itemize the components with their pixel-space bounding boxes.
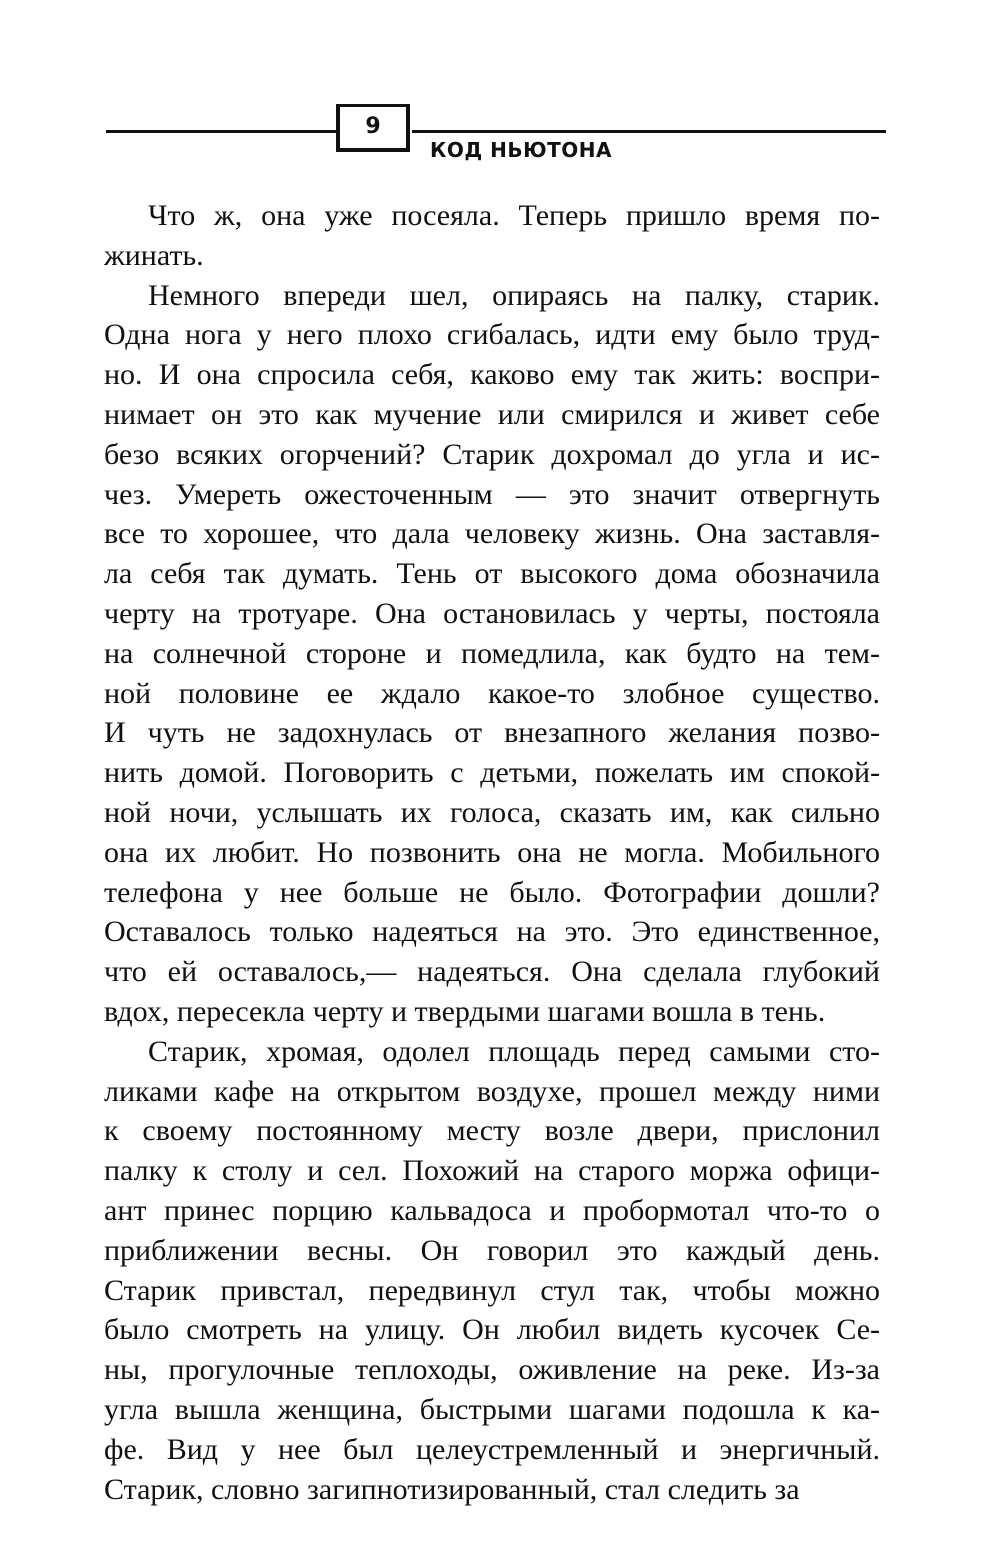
text-line: вдох, пересекла черту и твердыми шагами вошла в тень. [104,994,826,1028]
page-number: 9 [336,104,410,152]
text-line: Старик, словно загипнотизированный, стал следить за [104,1472,800,1506]
text-line: ной ночи, услышать их голоса, сказать им, как сильно [104,795,880,829]
paragraph [104,1032,880,1510]
text-line: черту на тротуаре. Она остановилась у черты, постояла [104,596,880,630]
text-line: Оставалось только надеяться на это. Это единственное, [104,915,880,949]
text-line: нимает он это как мучение или смирился и живет себе [104,397,880,431]
text-line: что ей оставалось,— надеяться. Она сделала глубокий [104,955,880,989]
body-text [104,196,880,1509]
text-line: угла вышла женщина, быстрыми шагами подошла к ка- [104,1392,880,1426]
running-header [106,100,886,170]
text-line: безо всяких огорчений? Старик дохромал до угла и ис- [104,437,880,471]
text-line: ной половине ее ждало какое-то злобное существо. [104,676,880,710]
text-line: она их любит. Но позвонить она не могла. Мобильного [104,835,880,869]
text-line: Одна нога у него плохо сгибалась, идти ему было труд- [104,318,880,352]
text-line: нить домой. Поговорить с детьми, пожелать им спокой- [104,756,880,790]
text-line: Что ж, она уже посеяла. Теперь пришло время по- [148,199,880,232]
header-rule-right [412,130,886,133]
paragraph [104,276,880,1032]
text-line: жинать. [104,238,204,272]
header-rule-left [106,130,338,133]
text-line: Старик, хромая, одолел площадь перед самыми сто- [148,1034,880,1068]
text-line: ла себя так думать. Тень от высокого дома обозначила [104,557,880,591]
text-line: на солнечной стороне и помедлила, как будто на тем- [104,636,880,670]
text-line: Немного впереди шел, опираясь на палку, старик. [148,278,880,312]
text-line: чез. Умереть ожесточенным — это значит отвергнуть [104,477,880,511]
text-line: И чуть не задохнулась от внезапного желания позво- [104,716,880,750]
text-line: но. И она спросила себя, каково ему так жить: воспри- [104,358,880,392]
text-line: фе. Вид у нее был целеустремленный и энергичный. [104,1432,880,1466]
text-line: Старик привстал, передвинул стул так, чтобы можно [104,1273,880,1307]
text-line: все то хорошее, что дала человеку жизнь. Она заставля- [104,517,880,551]
text-line: ны, прогулочные теплоходы, оживление на реке. Из-за [104,1353,880,1387]
running-title: КОД НЬЮТОНА [430,138,612,162]
paragraph [104,196,880,276]
text-line: приближении весны. Он говорил это каждый день. [104,1233,880,1267]
text-line: ликами кафе на открытом воздухе, прошел между ними [104,1074,880,1108]
text-line: палку к столу и сел. Похожий на старого моржа офици- [104,1154,880,1188]
text-line: было смотреть на улицу. Он любил видеть кусочек Се- [104,1313,880,1347]
text-line: ант принес порцию кальвадоса и пробормотал что-то о [104,1193,880,1227]
text-line: телефона у нее больше не было. Фотографии дошли? [104,875,880,909]
text-line: к своему постоянному месту возле двери, прислонил [104,1114,880,1148]
